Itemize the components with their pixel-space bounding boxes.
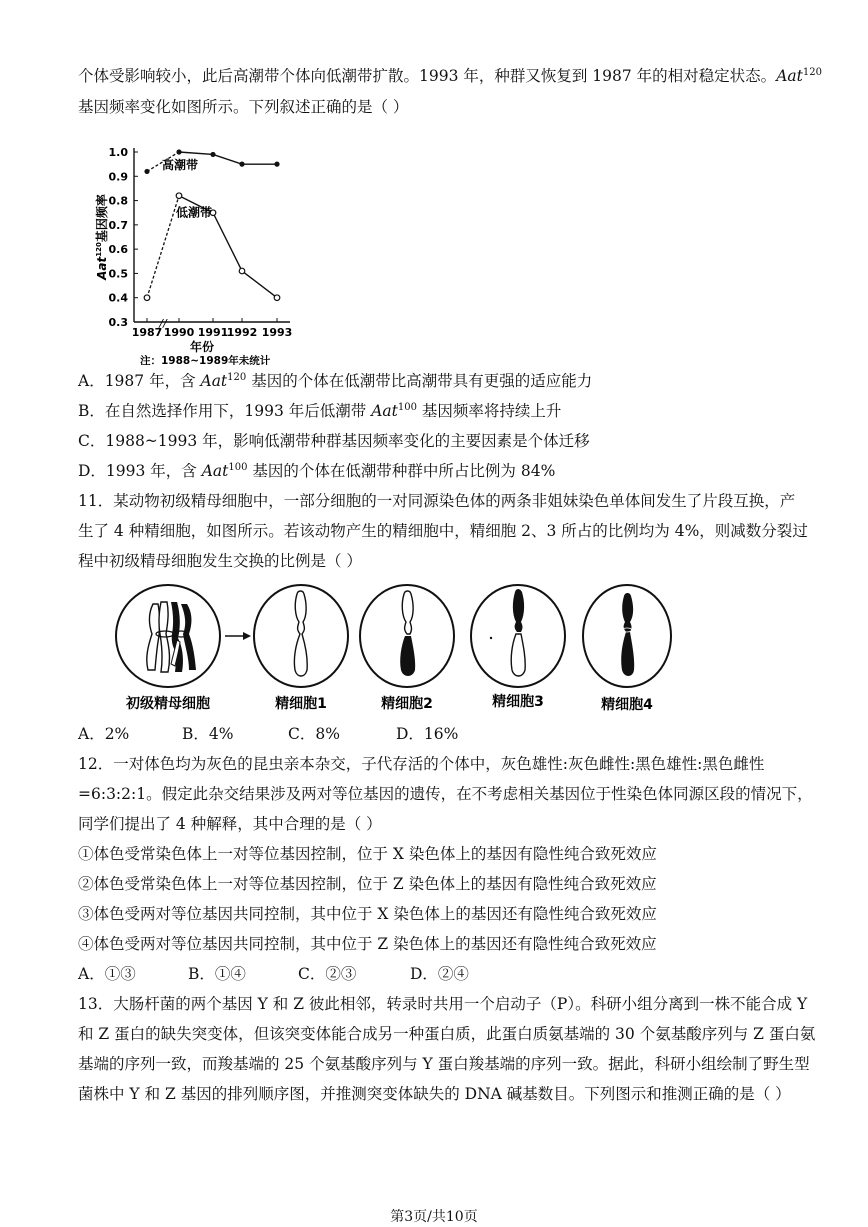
q12-option-a: A．①③: [78, 965, 136, 983]
data-point: [274, 295, 280, 301]
q12-option-d: D．②④: [410, 965, 469, 983]
y-tick-label: 0.7: [108, 218, 128, 232]
arrow-icon: [225, 632, 251, 640]
data-point: [176, 149, 181, 154]
x-tick-labels: [132, 318, 293, 339]
cell-diagram: [115, 582, 675, 714]
q12-option-b: B．①④: [188, 965, 246, 983]
q12-option-c: C．②③: [298, 965, 357, 983]
sperm-cell-1: [254, 585, 348, 687]
data-point: [176, 193, 182, 199]
q12-options: [78, 964, 469, 984]
axis-break-mark: //: [159, 317, 167, 330]
q13-line-2: 和 Z 蛋白的缺失突变体，但该突变体能合成另一种蛋白质，此蛋白质氨基端的 30 个氨基酸序列与 Z 蛋白氨: [78, 1025, 816, 1043]
data-point: [144, 295, 150, 301]
cell-label-1: 精细胞1: [275, 696, 327, 712]
q11-option-c: C．8%: [288, 725, 340, 743]
cell-label-2: 精细胞2: [381, 696, 433, 712]
y-axis-label: Aat$^{120}$基因频率: [95, 194, 109, 280]
intro-line-1: 个体受影响较小，此后高潮带个体向低潮带扩散。1993 年，种群又恢复到 1987 年的相对稳定状态。Aat$^{120}$: [78, 67, 822, 85]
data-point: [144, 169, 149, 174]
series-segment-dashed: [147, 196, 179, 298]
q12-line-1: 12．一对体色均为灰色的昆虫亲本杂交，子代存活的个体中，灰色雄性:灰色雌性:黑色雄性:黑色雌性: [78, 755, 765, 773]
sperm-cell-3: [471, 585, 565, 687]
q11-line-2: 生了 4 种精细胞，如图所示。若该动物产生的精细胞中，精细胞 2、3 所占的比例均为 4%，则减数分裂过: [78, 522, 808, 540]
q11-option-b: B．4%: [182, 725, 234, 743]
q13-line-1: 13．大肠杆菌的两个基因 Y 和 Z 彼此相邻，转录时共用一个启动子（P）。科研小组分离到一株不能合成 Y: [78, 995, 808, 1013]
q11-option-a: A．2%: [78, 725, 130, 743]
q11-line-3: 程中初级精母细胞发生交换的比例是（ ）: [78, 552, 362, 570]
intro-line-2: 基因频率变化如图所示。下列叙述正确的是（ ）: [78, 98, 409, 116]
y-tick-label: 0.4: [108, 291, 128, 305]
data-point: [239, 162, 244, 167]
series-label-low: 低潮带: [176, 205, 213, 220]
chart-axes: [134, 148, 290, 330]
q10-option-c: C．1988~1993 年，影响低潮带种群基因频率变化的主要因素是个体迁移: [78, 432, 590, 450]
x-tick-label: 1992: [226, 326, 258, 339]
q13-line-4: 菌株中 Y 和 Z 基因的排列顺序图，并推测突变体缺失的 DNA 碱基数目。下列图示和推测正确的是（ ）: [78, 1085, 791, 1103]
y-tick-label: 0.9: [108, 170, 128, 184]
cell-label-primary: 初级精母细胞: [126, 696, 210, 712]
x-axis-label: 年份: [189, 340, 215, 354]
q12-item-1: ①体色受常染色体上一对等位基因控制，位于 X 染色体上的基因有隐性纯合致死效应: [78, 845, 657, 863]
primary-spermatocyte-cell: [116, 585, 220, 687]
q12-item-2: ②体色受常染色体上一对等位基因控制，位于 Z 染色体上的基因有隐性纯合致死效应: [78, 875, 657, 893]
q11-options: [78, 724, 458, 744]
chart-series: [144, 149, 280, 300]
sperm-cell-4: [583, 585, 671, 687]
data-point: [239, 268, 245, 274]
q12-item-4: ④体色受两对等位基因共同控制，其中位于 Z 染色体上的基因还有隐性纯合致死效应: [78, 935, 657, 953]
y-tick-label: 0.5: [108, 267, 128, 281]
page-footer: 第3页/共10页: [390, 1209, 478, 1225]
y-tick-label: 1.0: [108, 146, 128, 159]
q12-item-3: ③体色受两对等位基因共同控制，其中位于 X 染色体上的基因还有隐性纯合致死效应: [78, 905, 657, 923]
chart-note: 注：1988~1989年未统计: [140, 355, 271, 365]
q12-line-3: 同学们提出了 4 种解释，其中合理的是（ ）: [78, 815, 382, 833]
series-label-high: 高潮带: [162, 158, 199, 172]
cell-label-3: 精细胞3: [492, 694, 544, 710]
q12-line-2: =6:3:2:1。假定此杂交结果涉及两对等位基因的遗传，在不考虑相关基因位于性染色体同源区段的情况下，: [78, 785, 813, 803]
y-tick-label: 0.8: [108, 194, 128, 208]
q13-line-3: 基端的序列一致，而羧基端的 25 个氨基酸序列与 Y 蛋白羧基端的序列一致。据此，科研小组绘制了野生型: [78, 1055, 810, 1073]
gene-frequency-chart: [92, 140, 307, 365]
data-point: [210, 152, 215, 157]
x-tick-label: 1987: [131, 326, 163, 339]
sperm-cell-2: [360, 585, 454, 687]
x-tick-label: 1990: [163, 326, 195, 339]
x-tick-label: 1991: [197, 326, 229, 339]
data-point: [274, 162, 279, 167]
y-tick-label: 0.3: [108, 316, 128, 329]
x-tick-label: 1993: [261, 326, 293, 339]
q10-option-a: A．1987 年，含 Aat$^{120}$ 基因的个体在低潮带比高潮带具有更强的适应能力: [78, 372, 593, 390]
q10-option-d: D．1993 年，含 Aat$^{100}$ 基因的个体在低潮带种群中所占比例为 84%: [78, 462, 556, 480]
q11-line-1: 11．某动物初级精母细胞中，一部分细胞的一对同源染色体的两条非姐妹染色单体间发生了片段互换，产: [78, 492, 796, 510]
y-tick-label: 0.6: [108, 243, 128, 257]
cell-label-4: 精细胞4: [601, 697, 653, 713]
q11-option-d: D．16%: [396, 725, 459, 743]
q10-option-b: B．在自然选择作用下，1993 年后低潮带 Aat$^{100}$ 基因频率将持续上升: [78, 402, 562, 420]
